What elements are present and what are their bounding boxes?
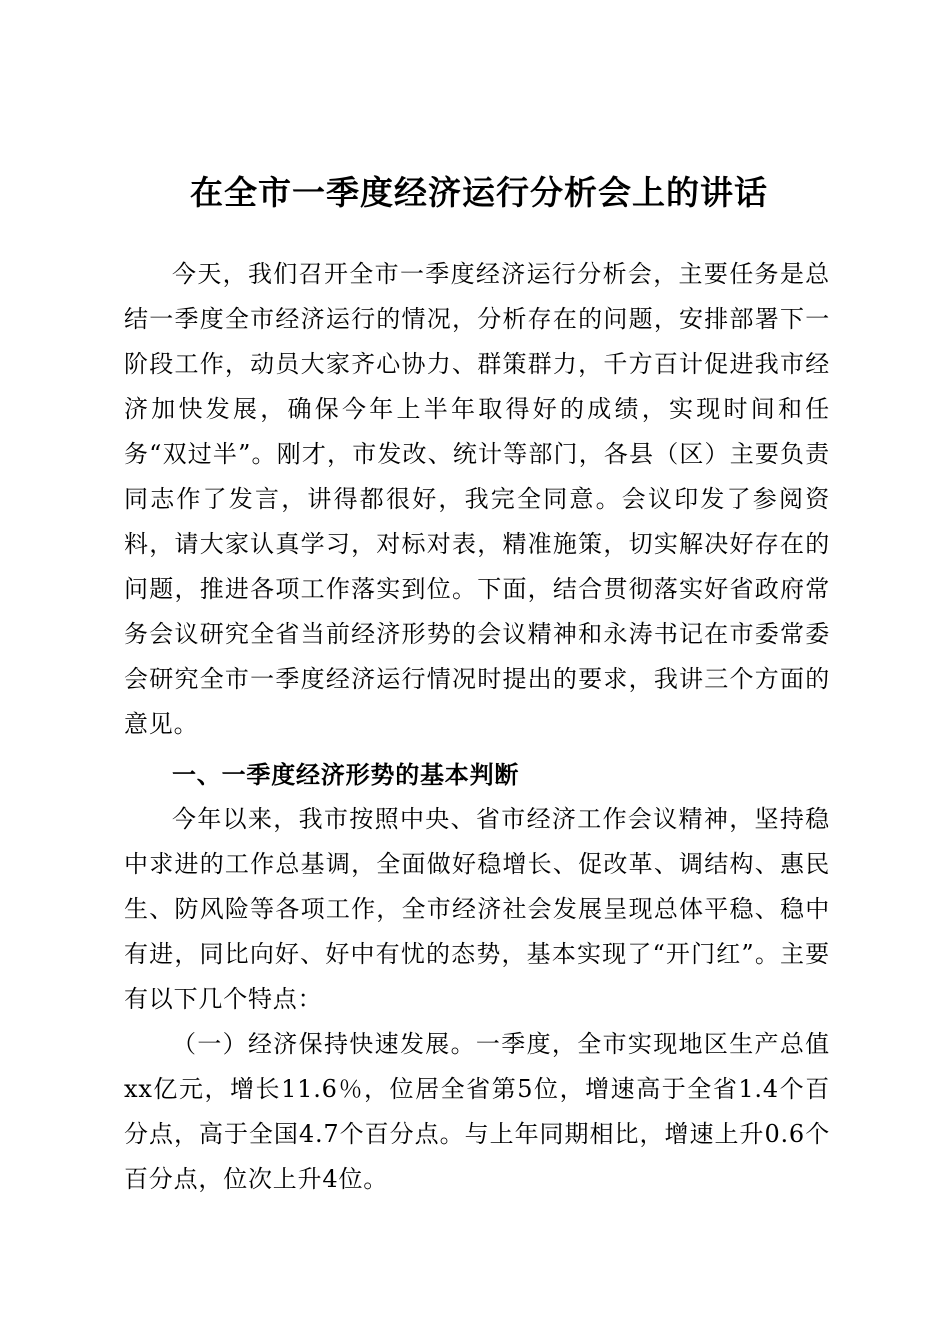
section-1-paragraph: 今年以来，我市按照中央、省市经济工作会议精神，坚持稳中求进的工作总基调，全面做好稳增长、促改革、调结构、惠民生、防风险等各项工作，全市经济社会发展呈现总体平稳、稳中有进，同比向好、好中有忧的态势，基本实现了“开门红”。主要有以下几个特点：	[124, 805, 830, 1013]
intro-paragraph: 今天，我们召开全市一季度经济运行分析会，主要任务是总结一季度全市经济运行的情况，分析存在的问题，安排部署下一阶段工作，动员大家齐心协力、群策群力，千方百计促进我市经济加快发展，确保今年上半年取得好的成绩，实现时间和任务“双过半”。刚才，市发改、统计等部门，各县（区）主要负责同志作了发言，讲得都很好，我完全同意。会议印发了参阅资料，请大家认真学习，对标对表，精准施策，切实解决好存在的问题，推进各项工作落实到位。下面，结合贯彻落实好省政府常务会议研究全省当前经济形势的会议精神和永涛书记在市委常委会研究全市一季度经济运行情况时提出的要求，我讲三个方面的意见。	[124, 260, 830, 738]
document-title: 在全市一季度经济运行分析会上的讲话	[190, 173, 768, 212]
document-page	[124, 160, 830, 1202]
point-1-paragraph: （一）经济保持快速发展。一季度，全市实现地区生产总值xx亿元，增长11.6％，位居全省第5位，增速高于全省1.4个百分点，高于全国4.7个百分点。与上年同期相比，增速上升0.6个百分点，位次上升4位。	[124, 1030, 830, 1193]
section-heading-1: 一、一季度经济形势的基本判断	[172, 760, 520, 789]
